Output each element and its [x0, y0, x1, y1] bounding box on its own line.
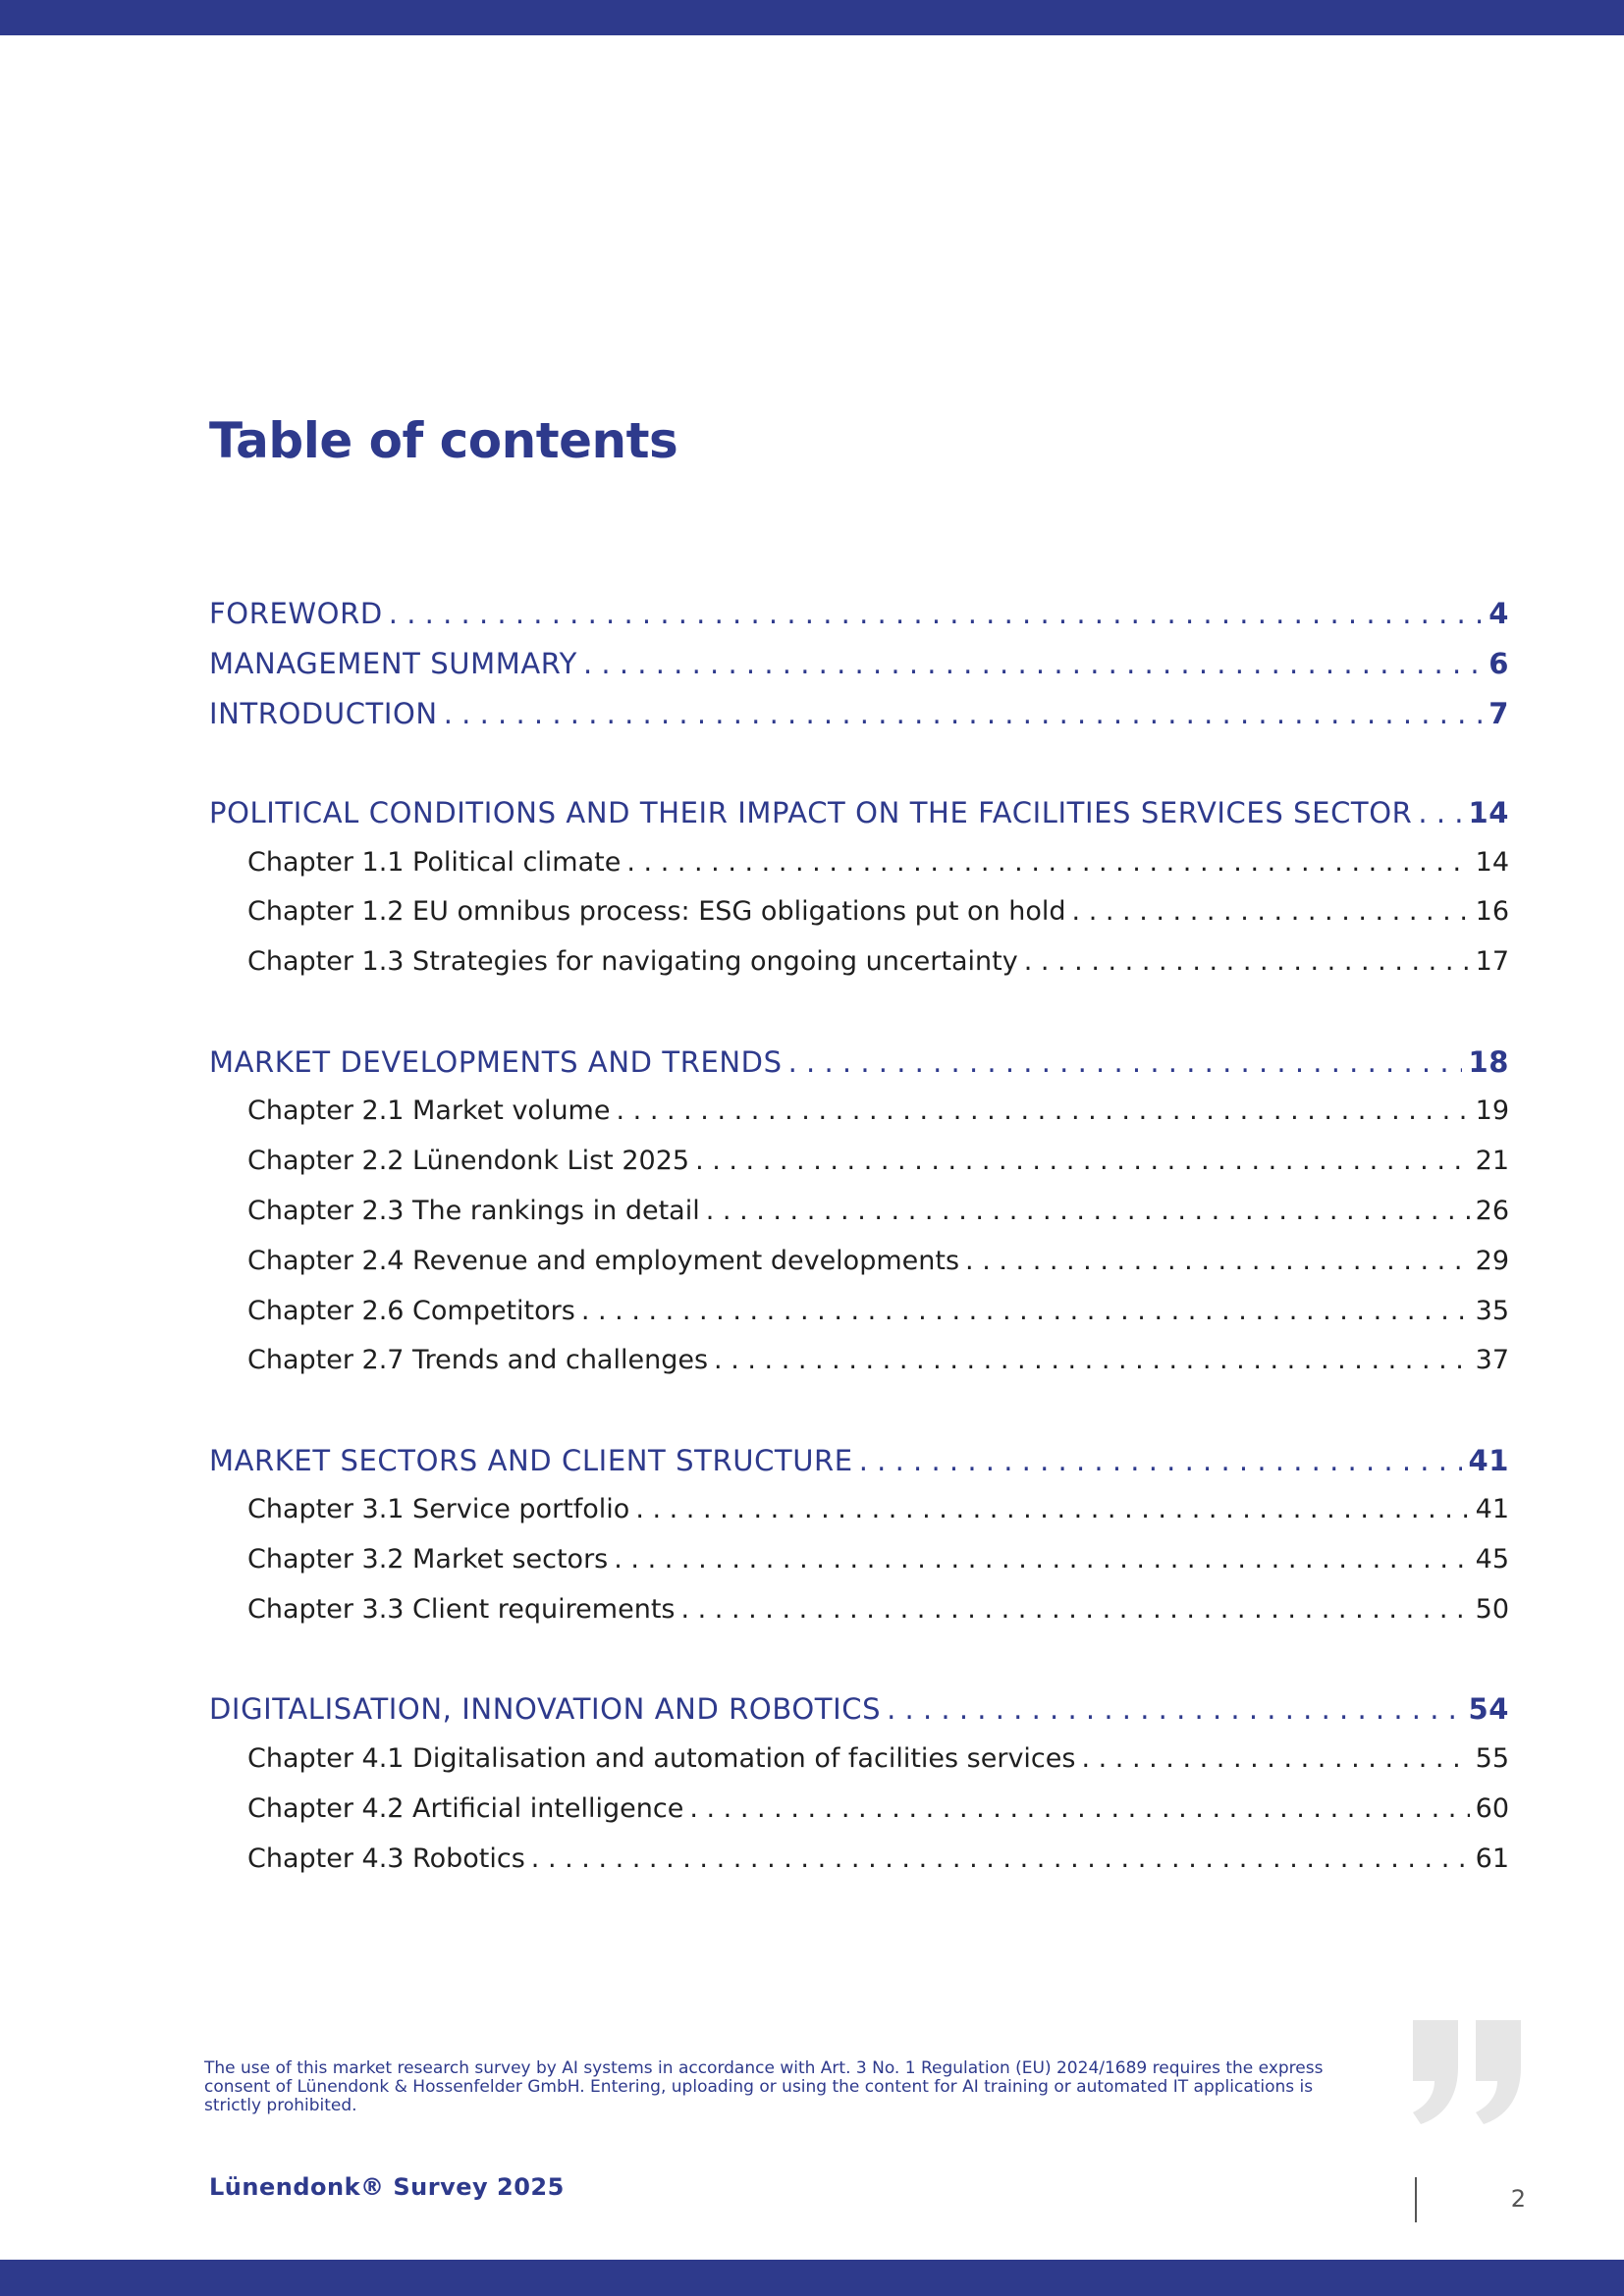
toc-entry-label: Chapter 3.2 Market sectors — [247, 1544, 609, 1575]
toc-entry-page: 18 — [1468, 1044, 1509, 1079]
toc-dot-leader — [859, 1436, 1463, 1486]
toc-chapter-entry[interactable] — [209, 1535, 1509, 1585]
toc-chapter-entry[interactable] — [209, 1485, 1509, 1535]
toc-entry-page: 16 — [1475, 896, 1509, 928]
footer-brand: Lünendonk® Survey 2025 — [209, 2173, 565, 2201]
toc-chapter-entry[interactable] — [209, 1137, 1509, 1187]
toc-entry-label: Chapter 2.1 Market volume — [247, 1095, 611, 1127]
toc-entry-label: Chapter 1.2 EU omnibus process: ESG obligations put on hold — [247, 896, 1066, 928]
toc-entry-page: 54 — [1468, 1692, 1509, 1727]
toc-section-entry[interactable] — [209, 1436, 1509, 1486]
page-title: Table of contents — [209, 412, 678, 469]
toc-entry-label: MARKET SECTORS AND CLIENT STRUCTURE — [209, 1443, 853, 1477]
toc-section-entry[interactable] — [209, 589, 1509, 639]
toc-entry-label: Chapter 1.1 Political climate — [247, 846, 622, 878]
toc-dot-leader — [689, 1785, 1469, 1835]
toc-entry-page: 7 — [1489, 696, 1509, 730]
toc-chapter-entry[interactable] — [209, 1785, 1509, 1835]
toc-dot-leader — [583, 639, 1483, 689]
toc-entry-label: Chapter 2.6 Competitors — [247, 1295, 575, 1326]
page-number: 2 — [1510, 2185, 1526, 2213]
toc-section-entry[interactable] — [209, 1684, 1509, 1735]
toc-entry-page: 60 — [1475, 1792, 1509, 1824]
toc-section-entry[interactable] — [209, 639, 1509, 689]
toc-entry-page: 4 — [1489, 597, 1509, 630]
toc-entry-page: 41 — [1468, 1443, 1509, 1477]
toc-dot-leader — [1024, 937, 1470, 988]
toc-entry-label: Chapter 2.2 Lünendonk List 2025 — [247, 1146, 690, 1177]
toc-entry-label: Chapter 1.3 Strategies for navigating ongoing uncertainty — [247, 946, 1018, 978]
toc-chapter-entry[interactable] — [209, 1585, 1509, 1635]
toc-section-entry[interactable] — [209, 689, 1509, 739]
toc-dot-leader — [706, 1187, 1470, 1237]
toc-entry-label: Chapter 2.7 Trends and challenges — [247, 1345, 709, 1376]
toc-entry-page: 26 — [1475, 1195, 1509, 1226]
toc-entry-page: 45 — [1475, 1544, 1509, 1575]
toc-entry-label: DIGITALISATION, INNOVATION AND ROBOTICS — [209, 1692, 882, 1727]
toc-entry-page: 19 — [1475, 1095, 1509, 1127]
toc-dot-leader — [1418, 788, 1462, 838]
toc-dot-leader — [531, 1835, 1470, 1885]
toc-dot-leader — [616, 1087, 1469, 1137]
toc-chapter-entry[interactable] — [209, 1735, 1509, 1785]
toc-entry-page: 41 — [1475, 1494, 1509, 1525]
toc-dot-leader — [626, 838, 1469, 888]
toc-chapter-entry[interactable] — [209, 887, 1509, 937]
toc-chapter-entry[interactable] — [209, 1237, 1509, 1287]
toc-entry-page: 55 — [1475, 1743, 1509, 1775]
toc-entry-page: 21 — [1475, 1146, 1509, 1177]
toc-entry-page: 17 — [1475, 946, 1509, 978]
toc-dot-leader — [581, 1287, 1470, 1337]
toc-entry-label: Chapter 4.1 Digitalisation and automation of facilities services — [247, 1743, 1076, 1775]
toc-entry-page: 29 — [1475, 1245, 1509, 1276]
toc-dot-leader — [635, 1485, 1469, 1535]
toc-entry-page: 14 — [1468, 795, 1509, 829]
toc-entry-page: 50 — [1475, 1594, 1509, 1626]
toc-entry-page: 6 — [1489, 646, 1509, 680]
toc-entry-label: Chapter 4.2 Artificial intelligence — [247, 1792, 684, 1824]
toc-entry-label: Chapter 3.1 Service portfolio — [247, 1494, 630, 1525]
toc-dot-leader — [887, 1684, 1462, 1735]
toc-entry-page: 35 — [1475, 1295, 1509, 1326]
toc-entry-label: POLITICAL CONDITIONS AND THEIR IMPACT ON THE FACILITIES SERVICES SECTOR — [209, 795, 1413, 829]
toc-entry-label: INTRODUCTION — [209, 696, 438, 730]
table-of-contents — [209, 589, 1509, 1885]
toc-chapter-entry[interactable] — [209, 1087, 1509, 1137]
toc-dot-leader — [714, 1336, 1470, 1386]
toc-dot-leader — [695, 1137, 1470, 1187]
toc-chapter-entry[interactable] — [209, 937, 1509, 988]
toc-entry-label: Chapter 2.4 Revenue and employment developments — [247, 1245, 960, 1276]
toc-dot-leader — [965, 1237, 1470, 1287]
toc-dot-leader — [444, 689, 1483, 739]
toc-entry-page: 61 — [1475, 1842, 1509, 1874]
toc-entry-label: Chapter 2.3 The rankings in detail — [247, 1195, 700, 1226]
ai-usage-disclaimer: The use of this market research survey by AI systems in accordance with Art. 3 No. 1 Regulation (EU) 2024/1689 requires the express consent of Lünendonk & Hossenfelder GmbH. Entering, uploading or using the content for AI training or automated IT applications is strictly prohibited. — [204, 2058, 1324, 2115]
footer-divider — [1415, 2177, 1417, 2222]
toc-chapter-entry[interactable] — [209, 1336, 1509, 1386]
footer-bar — [0, 2260, 1624, 2296]
header-bar — [0, 0, 1624, 35]
toc-entry-label: Chapter 4.3 Robotics — [247, 1842, 525, 1874]
toc-dot-leader — [1081, 1735, 1469, 1785]
toc-dot-leader — [788, 1038, 1463, 1088]
closing-quote-icon — [1409, 2020, 1527, 2128]
toc-entry-label: MARKET DEVELOPMENTS AND TRENDS — [209, 1044, 783, 1079]
toc-entry-label: Chapter 3.3 Client requirements — [247, 1594, 676, 1626]
toc-section-entry[interactable] — [209, 1038, 1509, 1088]
toc-entry-label: FOREWORD — [209, 597, 383, 630]
toc-dot-leader — [389, 589, 1483, 639]
toc-entry-label: MANAGEMENT SUMMARY — [209, 646, 577, 680]
toc-chapter-entry[interactable] — [209, 1835, 1509, 1885]
toc-chapter-entry[interactable] — [209, 838, 1509, 888]
toc-dot-leader — [680, 1585, 1469, 1635]
toc-entry-page: 37 — [1475, 1345, 1509, 1376]
toc-dot-leader — [614, 1535, 1469, 1585]
toc-entry-page: 14 — [1475, 846, 1509, 878]
toc-chapter-entry[interactable] — [209, 1287, 1509, 1337]
toc-dot-leader — [1072, 887, 1470, 937]
toc-chapter-entry[interactable] — [209, 1187, 1509, 1237]
toc-section-entry[interactable] — [209, 788, 1509, 838]
